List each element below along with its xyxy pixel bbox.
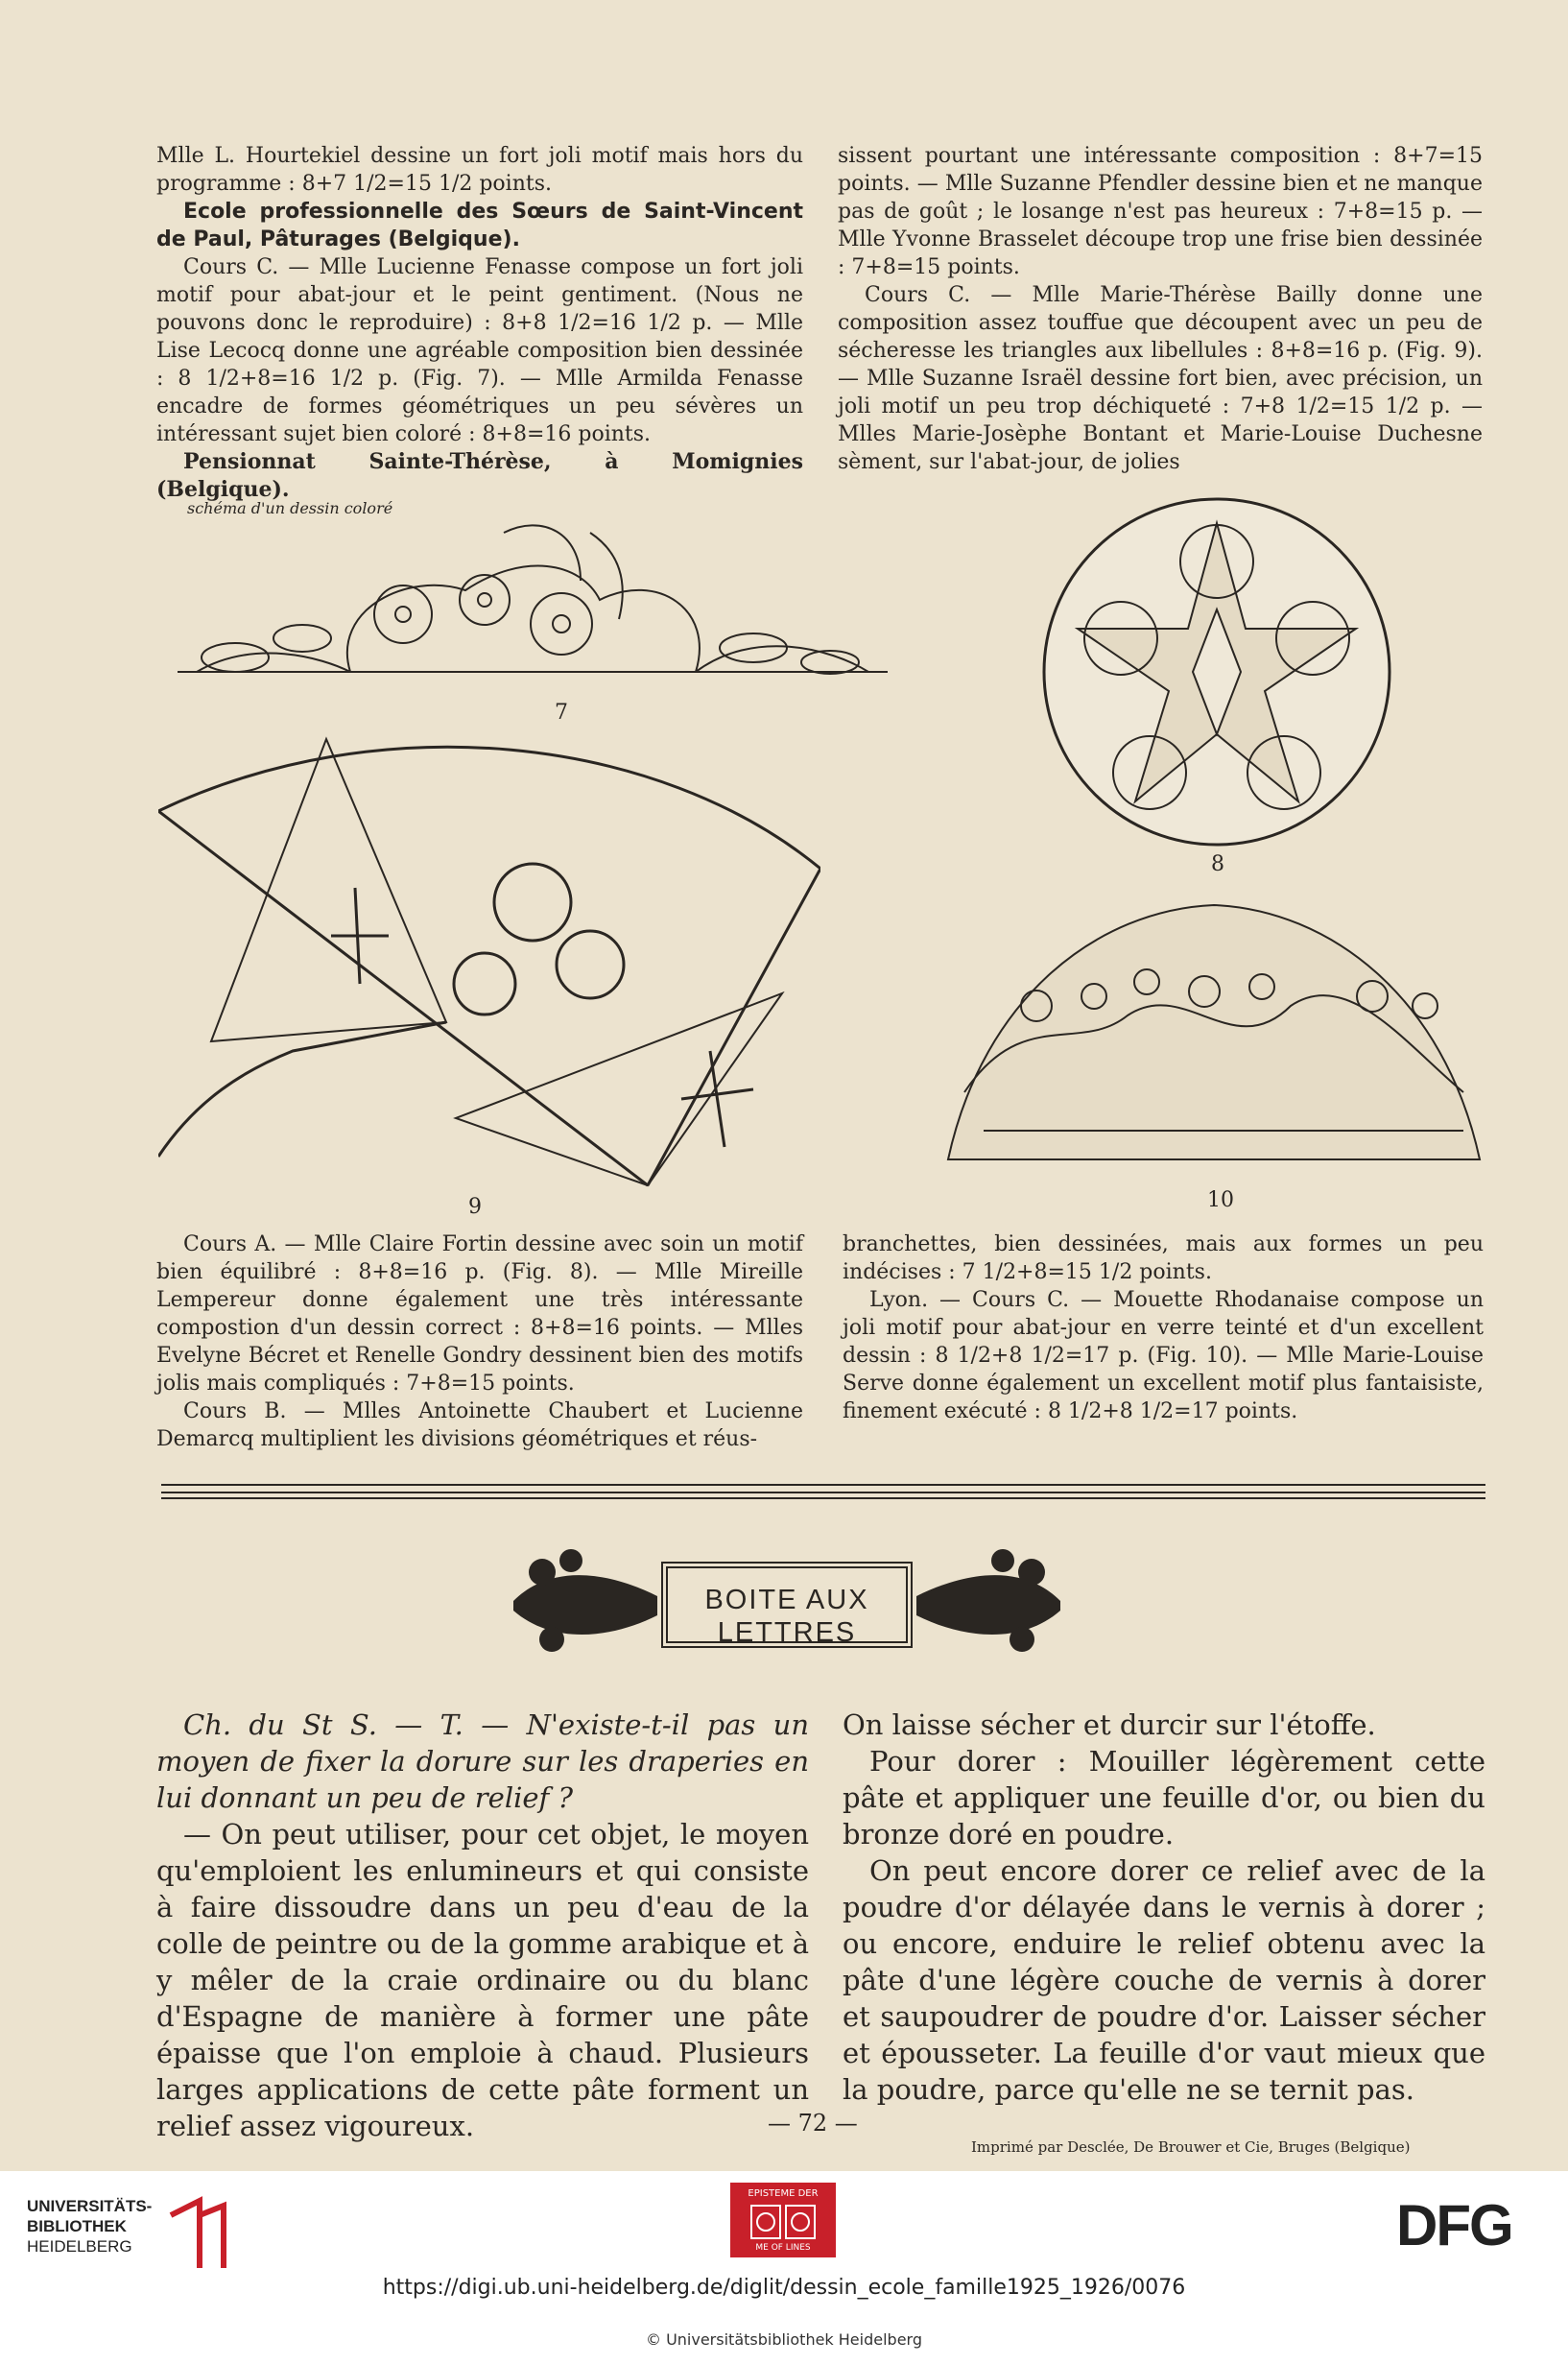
library-mark-icon — [161, 2196, 228, 2271]
paragraph: Cours C. — Mlle Marie-Thérèse Bailly donne une composition assez touffue que découpent avec un peu de sécheresse les triangles aux libellules : 8+8=16 p. (Fig. 9). — Mlle Suzanne Israël dessine fort bien, avec précision, un joli motif un peu trop déchiqueté : 7+8 1/2=15 1/2 p. — Mlles Marie-Josèphe Bontant et Marie-Louise Duchesne sèment, sur l'abat-jour, de jolies — [838, 283, 1483, 474]
figure-10-number: 10 — [1207, 1188, 1234, 1212]
paragraph: Cours B. — Mlles Antoinette Chaubert et Lucienne Demarcq multiplient les divisions géométriques et réus- — [156, 1399, 803, 1451]
school-heading: Pensionnat Sainte-Thérèse, à Momignies (Belgique). — [156, 449, 803, 502]
figure-10-drawing — [945, 900, 1483, 1164]
question: Ch. du St S. — T. — N'existe-t-il pas un moyen de fixer la dorure sur les draperies en lui donnant un peu de relief ? — [156, 1708, 809, 1814]
figure-8-number: 8 — [1211, 852, 1224, 876]
left-column-bottom — [156, 1707, 809, 2144]
banner-line: LETTRES — [717, 1617, 857, 1648]
banner-title — [662, 1584, 912, 1649]
figure-9-number: 9 — [468, 1195, 482, 1219]
paragraph: Cours C. — Mlle Lucienne Fenasse compose un fort joli motif pour abat-jour et le peint gentiment. (Nous ne pouvons donc le reproduire) : 8+8 1/2=16 1/2 p. — Mlle Lise Lecocq donne une agréable composition bien dessinée : 8 1/2+8=16 1/2 p. (Fig. 7). — Mlle Armilda Fenasse encadre de formes géométriques un peu sévères un intéressant sujet bien coloré : 8+8=16 points. — [156, 255, 803, 446]
paragraph: On peut encore dorer ce relief avec de la poudre d'or délayée dans le vernis à dorer ; ou encore, enduire le relief obtenu avec la pâte d'une légère couche de vernis à dorer et saupoudrer de poudre d'or. Laisser sécher et épousseter. La feuille d'or vaut mieux que la poudre, parce qu'elle ne se ternit pas. — [843, 1854, 1485, 2106]
library-name-line: BIBLIOTHEK — [27, 2217, 127, 2235]
figure-9-drawing — [158, 734, 820, 1190]
school-heading: Ecole professionnelle des Sœurs de Saint-Vincent de Paul, Pâturages (Belgique). — [156, 200, 803, 251]
paragraph: On laisse sécher et durcir sur l'étoffe. — [843, 1708, 1376, 1741]
right-column-middle — [843, 1230, 1484, 1425]
library-name — [27, 2196, 152, 2257]
right-column-top — [838, 142, 1483, 476]
center-logo-text: EPISTEME DER — [748, 2188, 819, 2199]
paragraph: Lyon. — Cours C. — Mouette Rhodanaise compose un joli motif pour abat-jour en verre teinté et d'un excellent dessin : 8 1/2+8 1/2=17 p. (Fig. 10). — Mlle Marie-Louise Serve donne également un excellent motif plus fantaisiste, finement exécuté : 8 1/2+8 1/2=17 points. — [843, 1288, 1484, 1423]
book-icon — [749, 2204, 817, 2240]
page-url[interactable]: https://digi.ub.uni-heidelberg.de/diglit/dessin_ecole_famille1925_1926/0076 — [382, 2276, 1186, 2300]
library-logo[interactable] — [27, 2196, 248, 2273]
paragraph: Cours A. — Mlle Claire Fortin dessine avec soin un motif bien équilibré : 8+8=16 p. (Fig. 8). — Mlle Mireille Lempereur donne également une très intéressante compostion d'un dessin correct : 8+8=16 points. — Mlles Evelyne Bécret et Renelle Gondry dessinent bien des motifs jolis mais compliqués : 7+8=15 points. — [156, 1232, 803, 1396]
figure-8-drawing — [1039, 494, 1394, 849]
viewer-footer — [0, 2171, 1568, 2364]
printer-imprint: Imprimé par Desclée, De Brouwer et Cie, Bruges (Belgique) — [971, 2138, 1411, 2156]
copyright: © Universitätsbibliothek Heidelberg — [645, 2330, 922, 2349]
page-number: — 72 — — [768, 2110, 858, 2137]
banner-line: BOITE AUX — [704, 1585, 869, 1615]
separator-rule — [161, 1484, 1485, 1486]
center-logo[interactable] — [730, 2183, 836, 2257]
paragraph: Mlle L. Hourtekiel dessine un fort joli motif mais hors du programme : 8+7 1/2=15 1/2 points. — [156, 144, 803, 196]
paragraph: branchettes, bien dessinées, mais aux formes un peu indécises : 7 1/2+8=15 1/2 points. — [843, 1232, 1484, 1284]
figure-7-drawing — [178, 494, 888, 686]
figure-7-number: 7 — [555, 701, 568, 725]
paragraph: sissent pourtant une intéressante composition : 8+7=15 points. — Mlle Suzanne Pfendler dessine bien et ne manque pas de goût ; le losange n'est pas heureux : 7+8=15 p. — Mlle Yvonne Brasselet découpe trop une frise bien dessinée : 7+8=15 points. — [838, 144, 1483, 279]
library-name-line: UNIVERSITÄTS- — [27, 2197, 153, 2215]
center-logo-text: ME OF LINES — [755, 2243, 811, 2253]
separator-rule — [161, 1492, 1485, 1493]
library-name-line: HEIDELBERG — [27, 2237, 132, 2256]
answer: — On peut utiliser, pour cet objet, le moyen qu'emploient les enlumineurs et qui consiste à faire dissoudre dans un peu d'eau de la colle de peintre ou de la gomme arabique et à y mêler de la craie ordinaire ou du blanc d'Espagne de manière à former une pâte épaisse que l'on emploie à chaud. Plusieurs larges applications de cette pâte forment un relief assez vigoureux. — [156, 1818, 809, 2142]
dfg-logo[interactable]: DFG — [1396, 2193, 1512, 2257]
separator-rule — [161, 1497, 1485, 1499]
paragraph: Pour dorer : Mouiller légèrement cette pâte et appliquer une feuille d'or, ou bien du bronze doré en poudre. — [843, 1745, 1485, 1851]
left-column-middle — [156, 1230, 803, 1453]
sketch-note: schéma d'un dessin coloré — [187, 499, 393, 517]
right-column-bottom — [843, 1707, 1485, 2108]
left-column-top — [156, 142, 803, 504]
